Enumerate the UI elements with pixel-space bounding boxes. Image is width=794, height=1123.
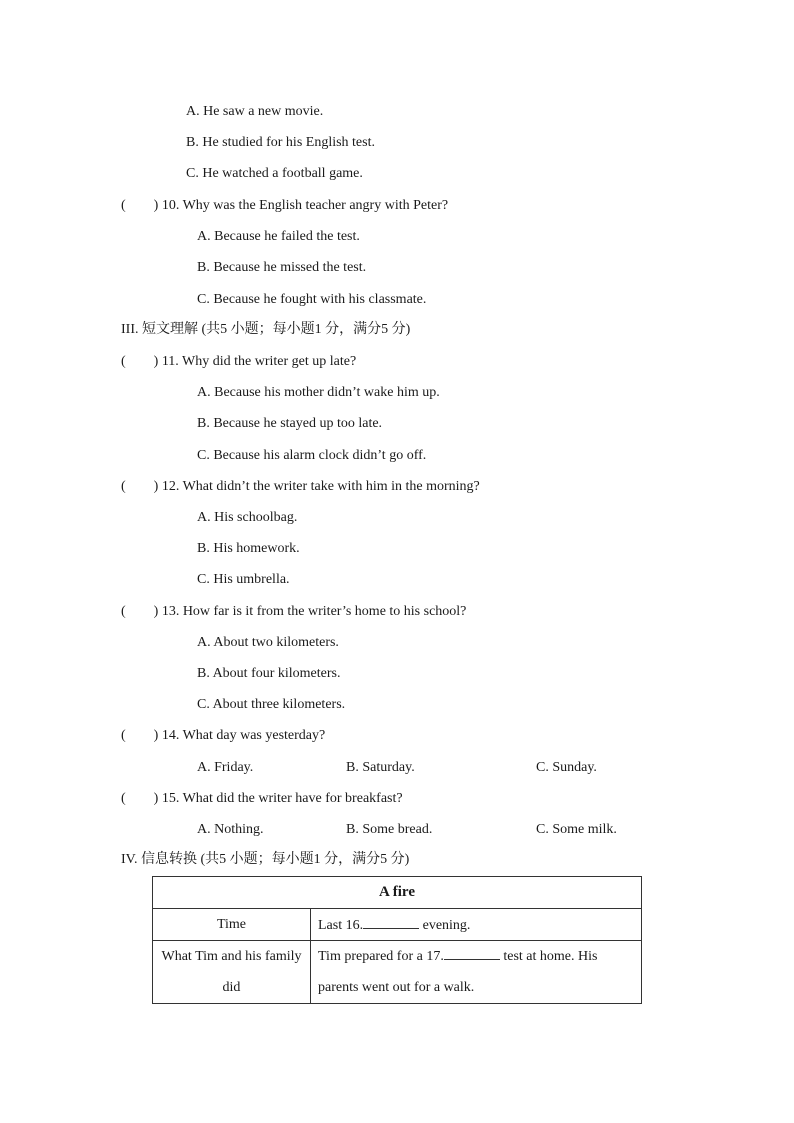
row-label-activity: What Tim and his family did [153, 941, 311, 1004]
time-text-after: evening. [419, 917, 471, 933]
q11-option-a: A. Because his mother didn’t wake him up. [197, 385, 440, 400]
q11-stem: ( ) 11. Why did the writer get up late? [121, 354, 357, 369]
row-label-time: Time [153, 909, 311, 941]
q9-option-b: B. He studied for his English test. [186, 135, 375, 150]
answer-blank-17[interactable] [444, 947, 500, 960]
q12-stem: ( ) 12. What didn’t the writer take with him in the morning? [121, 479, 480, 494]
table-row [153, 941, 642, 1004]
time-text-before: Last 16. [318, 917, 364, 933]
q10-option-b: B. Because he missed the test. [197, 260, 367, 275]
row-value-activity [311, 941, 642, 1004]
q14-option-c: C. Sunday. [536, 760, 597, 775]
answer-blank-16[interactable] [363, 916, 419, 929]
q12-option-c: C. His umbrella. [197, 572, 290, 587]
table-title: A fire [153, 877, 642, 909]
section-3-heading: III. 短文理解 (共5 小题；每小题1 分，满分5 分) [121, 322, 411, 337]
row-value-time [311, 909, 642, 941]
q9-option-c: C. He watched a football game. [186, 166, 363, 181]
q14-option-a: A. Friday. [197, 760, 254, 775]
q10-option-c: C. Because he fought with his classmate. [197, 292, 427, 307]
q15-stem: ( ) 15. What did the writer have for breakfast? [121, 791, 403, 806]
q13-option-a: A. About two kilometers. [197, 635, 339, 650]
q15-option-a: A. Nothing. [197, 822, 264, 837]
q15-option-b: B. Some bread. [346, 822, 433, 837]
q15-option-c: C. Some milk. [536, 822, 617, 837]
q14-option-b: B. Saturday. [346, 760, 415, 775]
q12-option-b: B. His homework. [197, 541, 300, 556]
table-row [153, 909, 642, 941]
info-table [152, 876, 642, 1004]
activity-text-before: Tim prepared for a 17. [318, 949, 444, 964]
q12-option-a: A. His schoolbag. [197, 510, 298, 525]
q11-option-c: C. Because his alarm clock didn’t go off. [197, 448, 427, 463]
q11-option-b: B. Because he stayed up too late. [197, 416, 383, 431]
q13-stem: ( ) 13. How far is it from the writer’s home to his school? [121, 604, 467, 619]
q9-option-a: A. He saw a new movie. [186, 104, 324, 119]
q10-option-a: A. Because he failed the test. [197, 229, 360, 244]
q14-stem: ( ) 14. What day was yesterday? [121, 728, 326, 743]
activity-text-after: test at home. His parents went out for a walk. [318, 949, 598, 995]
q10-stem: ( ) 10. Why was the English teacher angry with Peter? [121, 198, 449, 213]
q13-option-c: C. About three kilometers. [197, 697, 346, 712]
q13-option-b: B. About four kilometers. [197, 666, 341, 681]
section-4-heading: IV. 信息转换 (共5 小题；每小题1 分，满分5 分) [121, 852, 410, 867]
